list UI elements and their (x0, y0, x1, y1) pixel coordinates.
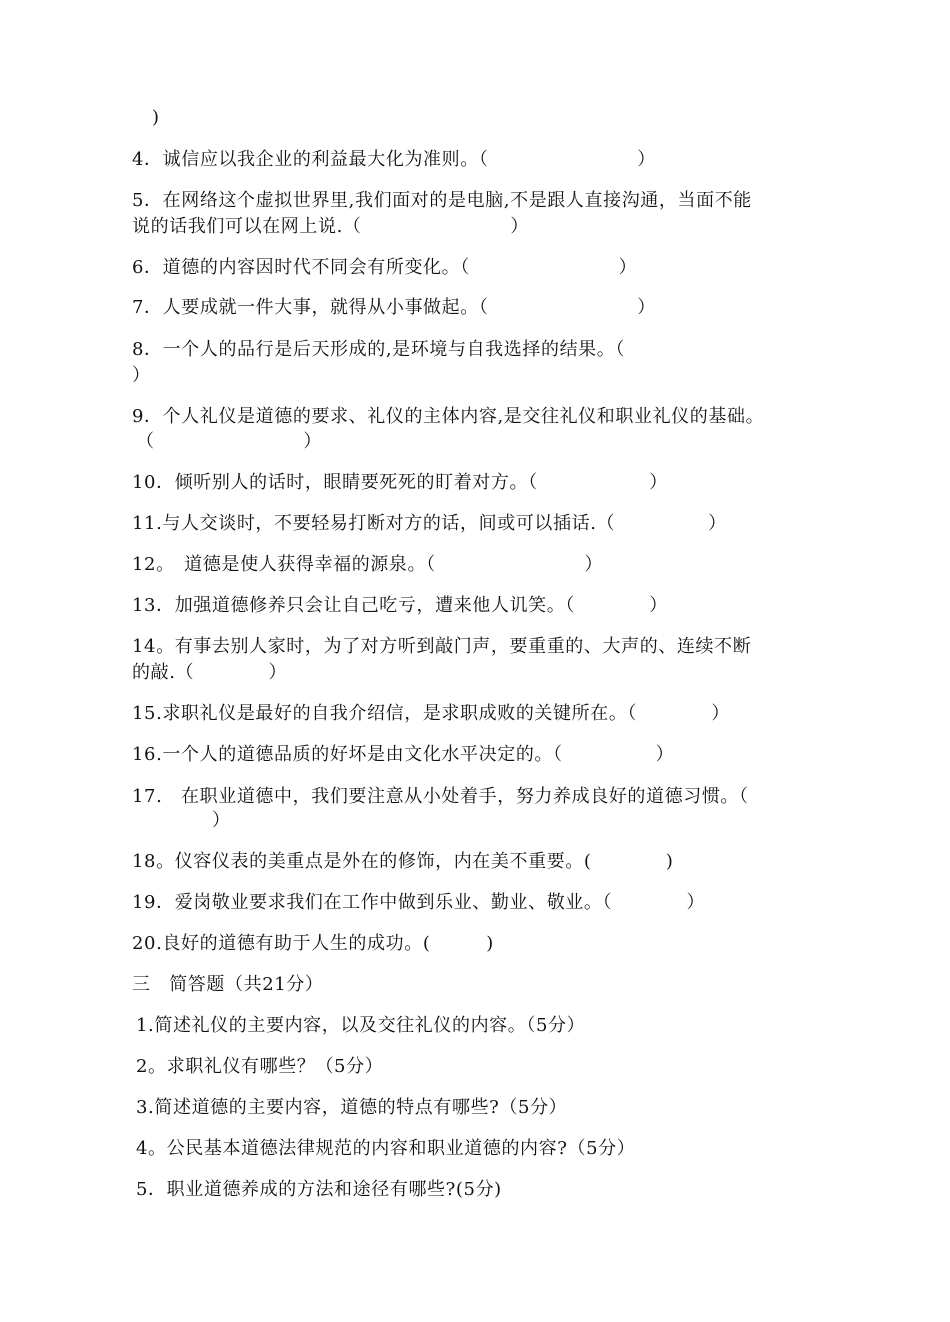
question-11: 11.与人交谈时，不要轻易打断对方的话，间或可以插话.（ ） (132, 513, 727, 534)
question-17-line-2: ） (212, 810, 231, 831)
question-14-line-1: 14。有事去别人家时，为了对方听到敲门声，要重重的、大声的、连续不断 (132, 636, 752, 657)
question-10: 10．倾听别人的话时，眼睛要死死的盯着对方。（ ） (132, 472, 668, 493)
section-heading: 三 简答题（共21分） (132, 974, 324, 995)
short-answer-3: 3.简述道德的主要内容，道德的特点有哪些?（5分） (136, 1097, 568, 1118)
question-4: 4．诚信应以我企业的利益最大化为准则。（ ） (132, 149, 656, 170)
question-8-line-1: 8．一个人的品行是后天形成的,是环境与自我选择的结果。（ (132, 339, 625, 360)
short-answer-2: 2。求职礼仪有哪些？（5分） (136, 1056, 384, 1077)
question-7: 7．人要成就一件大事，就得从小事做起。（ ） (132, 297, 656, 318)
question-5-line-1: 5．在网络这个虚拟世界里,我们面对的是电脑,不是跟人直接沟通，当面不能 (132, 190, 752, 211)
question-15: 15.求职礼仪是最好的自我介绍信，是求职成败的关键所在。（ ） (132, 703, 731, 724)
text-line: ) (152, 107, 160, 128)
short-answer-4: 4。公民基本道德法律规范的内容和职业道德的内容?（5分） (136, 1138, 636, 1159)
short-answer-1: 1.简述礼仪的主要内容，以及交往礼仪的内容。（5分） (136, 1015, 586, 1036)
question-16: 16.一个人的道德品质的好坏是由文化水平决定的。（ ） (132, 744, 675, 765)
short-answer-5: 5．职业道德养成的方法和途径有哪些?(5分) (136, 1179, 502, 1200)
question-18: 18。仪容仪表的美重点是外在的修饰，内在美不重要。( ) (132, 851, 674, 872)
question-13: 13．加强道德修养只会让自己吃亏，遭来他人讥笑。（ ） (132, 595, 668, 616)
question-17-line-1: 17. 在职业道德中，我们要注意从小处着手，努力养成良好的道德习惯。（ (132, 786, 749, 807)
question-12: 12。 道德是使人获得幸福的源泉。（ ） (132, 554, 604, 575)
question-6: 6．道德的内容因时代不同会有所变化。（ ） (132, 257, 638, 278)
question-20: 20.良好的道德有助于人生的成功。( ) (132, 933, 494, 954)
question-19: 19．爱岗敬业要求我们在工作中做到乐业、勤业、敬业。（ ） (132, 892, 706, 913)
question-9-line-1: 9．个人礼仪是道德的要求、礼仪的主体内容,是交往礼仪和职业礼仪的基础。 (132, 406, 765, 427)
question-8-line-2: ） (132, 365, 151, 386)
question-14-line-2: 的敲.（ ） (132, 662, 288, 683)
question-5-line-2: 说的话我们可以在网上说.（ ） (132, 216, 529, 237)
question-9-line-2: （ ） (136, 431, 322, 452)
